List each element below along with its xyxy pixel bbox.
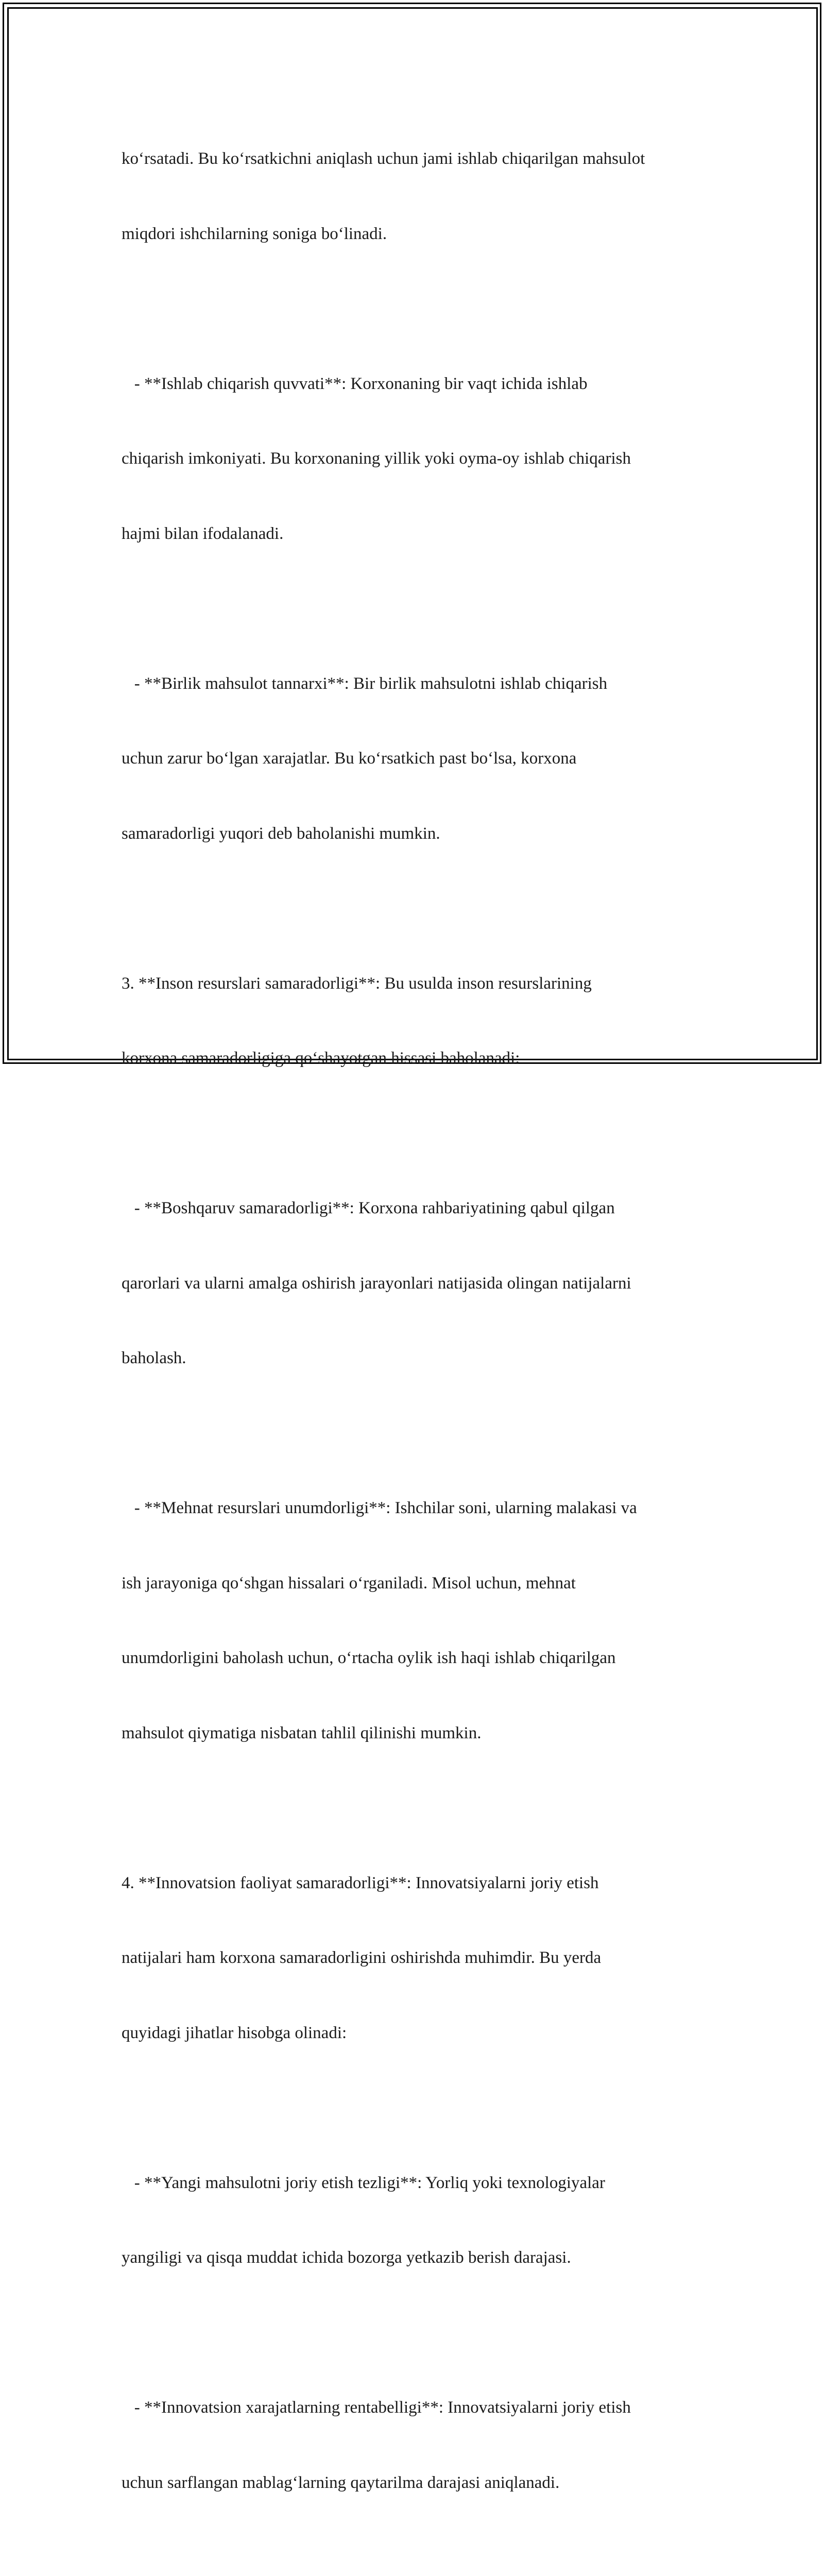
text-line: uchun zarur bo‘lgan xarajatlar. Bu ko‘rsatkich past bo‘lsa, korxona — [122, 746, 714, 771]
text-line: samaradorligi yuqori deb baholanishi mumkin. — [122, 821, 714, 846]
paragraph — [122, 96, 714, 296]
text-line: ko‘rsatadi. Bu ko‘rsatkichni aniqlash uchun jami ishlab chiqarilgan mahsulot — [122, 146, 714, 172]
paragraph — [122, 621, 714, 896]
document-body — [122, 96, 714, 2576]
text-line: korxona samaradorligiga qo‘shayotgan hissasi baholanadi: — [122, 1046, 714, 1071]
text-line: hajmi bilan ifodalanadi. — [122, 521, 714, 547]
text-line: uchun sarflangan mablag‘larning qaytarilma darajasi aniqlanadi. — [122, 2470, 714, 2496]
text-line: yangiligi va qisqa muddat ichida bozorga yetkazib berish darajasi. — [122, 2245, 714, 2270]
paragraph — [122, 2570, 714, 2576]
text-line: mahsulot qiymatiga nisbatan tahlil qilinishi mumkin. — [122, 1721, 714, 1746]
text-line: unumdorligini baholash uchun, o‘rtacha oylik ish haqi ishlab chiqarilgan — [122, 1646, 714, 1671]
text-line: qarorlari va ularni amalga oshirish jarayonlari natijasida olingan natijalarni — [122, 1271, 714, 1296]
paragraph — [122, 921, 714, 1121]
text-line: - **Boshqaruv samaradorligi**: Korxona rahbariyatining qabul qilgan — [122, 1196, 714, 1221]
text-line: - **Innovatsion xarajatlarning rentabelligi**: Innovatsiyalarni joriy etish — [122, 2395, 714, 2420]
text-line: miqdori ishchilarning soniga bo‘linadi. — [122, 222, 714, 247]
text-line: 3. **Inson resurslari samaradorligi**: Bu usulda inson resurslarining — [122, 971, 714, 996]
text-line: - **Ishlab chiqarish quvvati**: Korxonaning bir vaqt ichida ishlab — [122, 371, 714, 397]
text-line: natijalari ham korxona samaradorligini oshirishda muhimdir. Bu yerda — [122, 1945, 714, 1971]
text-line: ish jarayoniga qo‘shgan hissalari o‘rganiladi. Misol uchun, mehnat — [122, 1571, 714, 1596]
paragraph — [122, 2121, 714, 2320]
paragraph — [122, 1146, 714, 1421]
paragraph — [122, 321, 714, 597]
paragraph — [122, 1446, 714, 1795]
text-line: - **Mehnat resurslari unumdorligi**: Ishchilar soni, ularning malakasi va — [122, 1496, 714, 1521]
text-line: 4. **Innovatsion faoliyat samaradorligi**: Innovatsiyalarni joriy etish — [122, 1871, 714, 1896]
text-line: baholash. — [122, 1346, 714, 1371]
text-line: - **Yangi mahsulotni joriy etish tezligi**: Yorliq yoki texnologiyalar — [122, 2171, 714, 2196]
text-line: - **Birlik mahsulot tannarxi**: Bir birlik mahsulotni ishlab chiqarish — [122, 671, 714, 697]
paragraph — [122, 1821, 714, 2096]
text-line: chiqarish imkoniyati. Bu korxonaning yillik yoki oyma-oy ishlab chiqarish — [122, 446, 714, 471]
paragraph — [122, 2345, 714, 2545]
text-line: quyidagi jihatlar hisobga olinadi: — [122, 2021, 714, 2046]
